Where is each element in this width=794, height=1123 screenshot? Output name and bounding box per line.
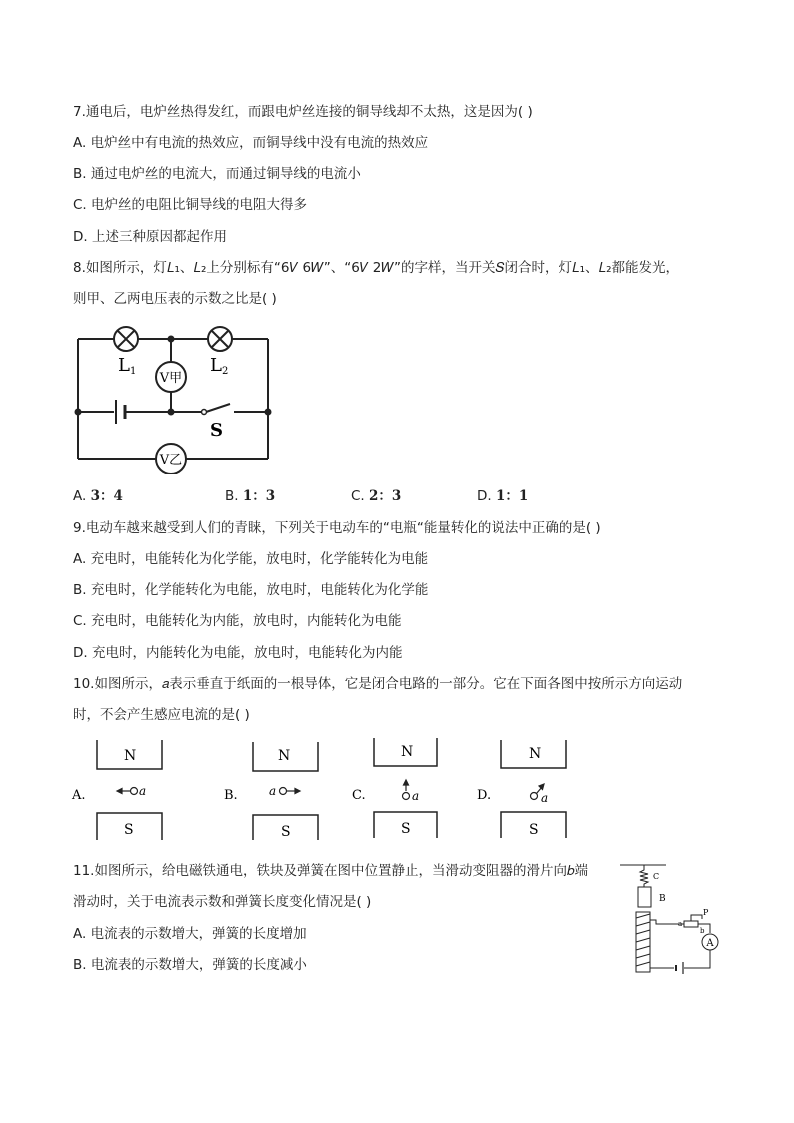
lamp-l2-symbol — [208, 327, 232, 351]
panel-c-label: C. — [352, 788, 366, 803]
panel-d-label: D. — [477, 788, 492, 803]
q10-magnet-figures — [60, 738, 580, 842]
panel-d-conductor — [531, 793, 538, 800]
q9-option-b: B. 充电时，化学能转化为电能，放电时，电能转化为化学能 — [73, 582, 429, 598]
q8-stem-line1: 8.如图所示，灯𝐿₁、𝐿₂上分别标有“6𝑉 6𝑊”、“6𝑉 2𝑊”的字样，当开关𝑆闭合时，灯𝐿₁、𝐿₂都能发光， — [73, 260, 680, 276]
panel-c-north-label: N — [401, 744, 414, 760]
q11-option-b: B. 电流表的示数增大，弹簧的长度减小 — [73, 957, 307, 973]
q11-electromagnet-diagram — [616, 860, 722, 978]
q8-stem-line2: 则甲、乙两电压表的示数之比是( ) — [73, 291, 277, 307]
svg-text:a: a — [412, 789, 420, 803]
q7-option-d: D. 上述三种原因都起作用 — [73, 229, 227, 245]
svg-text:a: a — [139, 784, 147, 798]
q11-stem-line2: 滑动时，关于电流表示数和弹簧长度变化情况是( ) — [73, 894, 372, 910]
panel-a-south-label: S — [124, 822, 134, 838]
panel-a-motion-arrow — [117, 789, 130, 794]
q9-option-c: C. 充电时，电能转化为内能，放电时，内能转化为电能 — [73, 613, 402, 629]
panel-a-north-label: N — [124, 748, 137, 764]
voltmeter-yi-label: V乙 — [159, 453, 183, 468]
panel-b-label: B. — [224, 788, 238, 803]
lamp-l1-symbol — [114, 327, 138, 351]
q8-option-c: C. 2：3 — [351, 488, 402, 504]
panel-b-conductor — [280, 788, 287, 795]
junction-dot — [75, 409, 82, 416]
q8-option-a: A. 3：4 — [73, 488, 123, 504]
q11-label-b-end: b — [700, 927, 705, 935]
q8-option-d: D. 1：1 — [477, 488, 529, 504]
panel-a-label: A. — [72, 788, 86, 803]
q7-option-b: B. 通过电炉丝的电流大，而通过铜导线的电流小 — [73, 166, 361, 182]
lamp-l2-label: L2 — [210, 355, 229, 377]
q11-option-a: A. 电流表的示数增大，弹簧的长度增加 — [73, 926, 307, 942]
q7-option-c: C. 电炉丝的电阻比铜导线的电阻大得多 — [73, 197, 308, 213]
q8-circuit-diagram — [70, 322, 280, 474]
junction-dot — [265, 409, 272, 416]
svg-text:a: a — [269, 784, 277, 798]
panel-c-south-label: S — [401, 821, 411, 837]
q11-label-c: C — [653, 872, 660, 881]
panel-b-south-label: S — [281, 824, 291, 840]
q7-option-a: A. 电炉丝中有电流的热效应，而铜导线中没有电流的热效应 — [73, 135, 429, 151]
panel-a-conductor — [131, 788, 138, 795]
q7-stem: 7.通电后，电炉丝热得发红，而跟电炉丝连接的铜导线却不太热，这是因为( ) — [73, 104, 533, 120]
lamp-l1-label: L1 — [118, 355, 137, 377]
q11-ammeter-label: A — [706, 938, 714, 949]
q11-stem-line1: 11.如图所示，给电磁铁通电，铁块及弹簧在图中位置静止，当滑动变阻器的滑片向𝑏端 — [73, 863, 589, 879]
q8-option-b: B. 1：3 — [225, 488, 276, 504]
voltmeter-jia-label: V甲 — [159, 371, 183, 386]
panel-b-motion-arrow — [287, 789, 300, 794]
q9-option-a: A. 充电时，电能转化为化学能，放电时，化学能转化为电能 — [73, 551, 429, 567]
panel-c-motion-arrow — [404, 780, 409, 791]
q9-stem: 9.电动车越来越受到人们的青睐，下列关于电动车的“电瓶“能量转化的说法中正确的是( ) — [73, 520, 601, 536]
q9-option-d: D. 充电时，内能转化为电能，放电时，电能转化为内能 — [73, 645, 403, 661]
panel-c-conductor — [403, 793, 410, 800]
q10-stem-line2: 时，不会产生感应电流的是( ) — [73, 707, 250, 723]
panel-d-south-label: S — [529, 822, 539, 838]
panel-d-north-label: N — [529, 746, 542, 762]
svg-text:a: a — [541, 791, 549, 805]
q11-label-p: P — [703, 908, 709, 917]
junction-dot — [168, 336, 175, 343]
junction-dot — [168, 409, 175, 416]
switch-label: S — [210, 420, 223, 441]
q11-label-a-end: a — [678, 920, 683, 928]
panel-b-north-label: N — [278, 748, 291, 764]
q10-stem-line1: 10.如图所示，𝑎表示垂直于纸面的一根导体，它是闭合电路的一部分。它在下面各图中按所示方向运动 — [73, 676, 683, 692]
q11-label-b-block: B — [659, 894, 666, 904]
